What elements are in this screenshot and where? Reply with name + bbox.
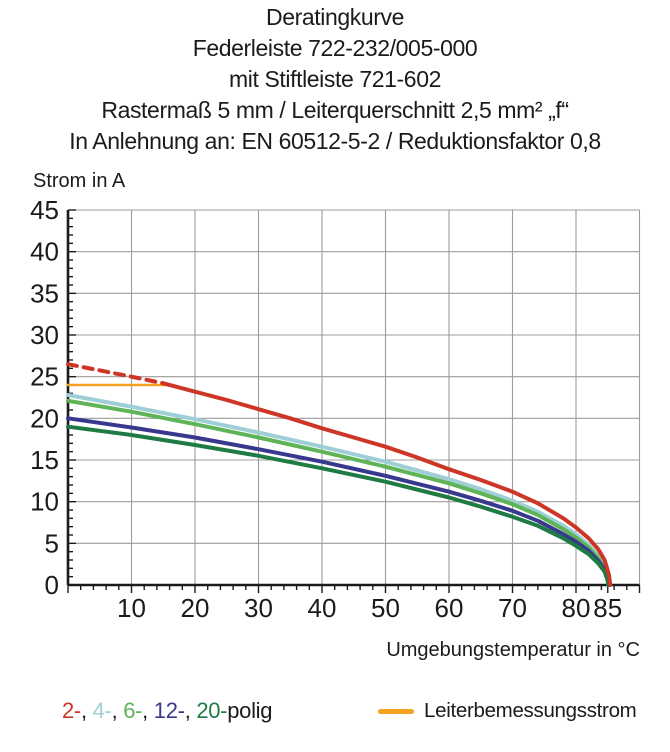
- legend-poles-part: ,: [142, 698, 154, 723]
- x-tick-label: 10: [117, 593, 146, 623]
- chart-legend: [0, 698, 670, 732]
- x-tick-label: 70: [498, 593, 527, 623]
- legend-poles-part: 20-: [196, 698, 228, 723]
- title-line-1: Deratingkurve: [266, 4, 404, 30]
- chart-title-block: [0, 2, 670, 157]
- reference-line-label: Leiterbemessungsstrom: [424, 699, 637, 722]
- y-tick-label: 30: [30, 320, 59, 351]
- y-tick-label: 20: [30, 403, 59, 434]
- y-tick-label: 5: [44, 528, 59, 559]
- legend-poles-part: polig: [227, 698, 273, 723]
- y-tick-label: 40: [30, 236, 59, 267]
- y-tick-label: 25: [30, 361, 59, 392]
- title-line-3: mit Stiftleiste 721-602: [229, 66, 441, 92]
- y-tick-label: 35: [30, 278, 59, 309]
- y-tick-label: 0: [44, 570, 59, 600]
- derating-chart: [0, 165, 670, 665]
- x-tick-label: 30: [244, 593, 273, 623]
- series-line-2-polig: [163, 383, 610, 585]
- legend-poles: [62, 698, 272, 724]
- legend-poles-part: 4-: [92, 698, 112, 723]
- y-tick-label: 45: [30, 195, 59, 226]
- legend-poles-part: ,: [184, 698, 197, 723]
- x-axis-title: Umgebungstemperatur in °C: [386, 639, 640, 661]
- title-line-2: Federleiste 722-232/005-000: [192, 35, 478, 61]
- legend-poles-part: 12-: [153, 698, 185, 723]
- title-line-4: Rastermaß 5 mm / Leiterquerschnitt 2,5 mm² „f“: [101, 97, 569, 123]
- y-axis-title: Strom in A: [33, 170, 126, 192]
- y-tick-label: 10: [30, 486, 59, 517]
- x-tick-label: 85: [593, 593, 623, 623]
- x-tick-label: 40: [307, 593, 337, 623]
- x-tick-label: 80: [561, 593, 591, 623]
- legend-poles-part: ,: [111, 698, 124, 723]
- legend-poles-part: 6-: [123, 698, 143, 723]
- legend-poles-part: 2-: [62, 698, 81, 723]
- x-tick-label: 20: [180, 593, 210, 623]
- y-tick-label: 15: [30, 445, 59, 476]
- legend-poles-part: ,: [80, 698, 93, 723]
- x-tick-label: 60: [434, 593, 464, 623]
- series-line-4-polig: [68, 395, 609, 585]
- x-tick-label: 50: [371, 593, 400, 623]
- reference-line-swatch-icon: [378, 709, 414, 714]
- title-line-5: In Anlehnung an: EN 60512-5-2 / Reduktionsfaktor 0,8: [69, 128, 601, 154]
- series-line-2-polig-extrapolated: [68, 364, 163, 383]
